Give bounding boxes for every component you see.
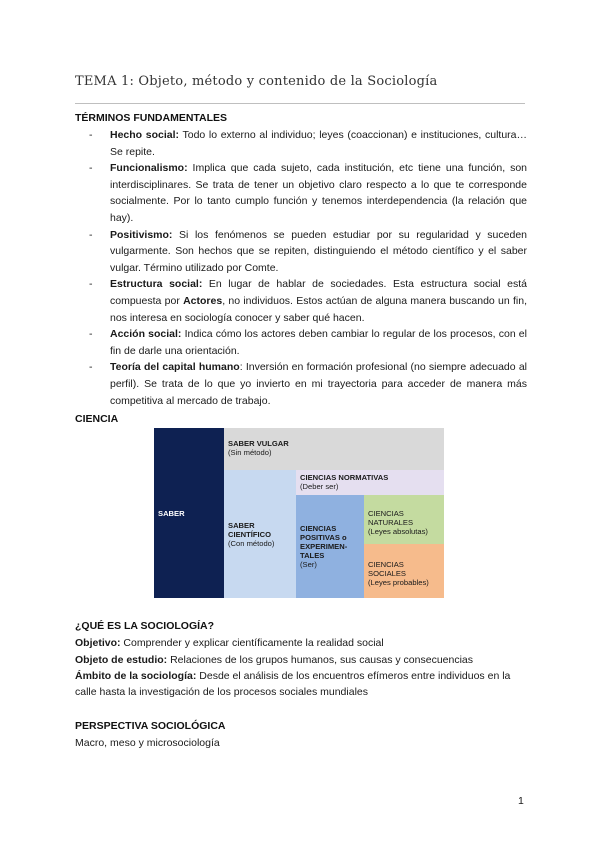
objeto-line: Objeto de estudio: Relaciones de los grupos humanos, sus causas y consecuencias [75,654,474,666]
term-text: Todo lo externo al individuo; leyes (coaccionan) e instituciones, cultura… Se repite. [110,129,527,158]
diagram-cell-saber: SABER [154,428,224,598]
section-heading-ciencia: CIENCIA [75,413,119,425]
term-text: Si los fenómenos se pueden estudiar por su regularidad y suceden vulgarmente. Son hechos que se repiten, distinguiendo el método científico y el saber vulgar. Término utilizado por Comte. [110,228,527,274]
diagram-cell-ciencias-normativas: CIENCIAS NORMATIVAS (Deber ser) [296,470,444,495]
term-text: Implica que cada sujeto, cada institución, etc tiene una función, son interdisciplinares. Se trata de tener un objetivo claro respecto a lo que te corresponde socialmente. Por lo tanto cumplo función y tenemos interdependencia (la relación que hay). [110,162,527,224]
knowledge-diagram [154,428,444,598]
term-label: Funcionalismo: [110,162,188,175]
term-label-actores: Actores [183,294,223,307]
term-label: Positivismo: [110,228,173,241]
diagram-cell-ciencias-positivas: CIENCIAS POSITIVAS o EXPERIMEN-TALES (Ser) [296,495,364,598]
section-heading-terminos: TÉRMINOS FUNDAMENTALES [75,112,228,124]
page-title: TEMA 1: Objeto, método y contenido de la Sociología [75,74,438,89]
page-number: 1 [518,795,524,807]
ambito-line: Ámbito de la sociología: Desde el análisis de los encuentros efímeros entre individuos en la calle hasta la investigación de los procesos sociales mundiales [75,670,511,699]
term-label: Acción social: [110,328,182,341]
term-text: Indica cómo los actores deben cambiar lo regular de los procesos, con el fin de darle una orientación. [110,328,527,357]
diagram-cell-ciencias-naturales: CIENCIAS NATURALES (Leyes absolutas) [364,495,444,544]
objetivo-line: Objetivo: Comprender y explicar científicamente la realidad social [75,637,384,649]
list-item: - Funcionalismo: Implica que cada sujeto, cada institución, etc tiene una función, son interdisciplinares. Se trata de tener un objetivo claro respecto a lo que te corresponde socialmente. Por lo tanto cumplo función y tenemos interdependencia (la relación que hay). [89,162,527,224]
term-label: Hecho social: [110,129,180,141]
title-divider [75,103,525,104]
term-label: Teoría del capital humano [110,361,240,374]
list-item: - Hecho social: Todo lo externo al individuo; leyes (coaccionan) e instituciones, cultura… Se repite. [89,129,527,158]
section-heading-que-es: ¿QUÉ ES LA SOCIOLOGÍA? [75,620,215,632]
list-item: - Estructura social: En lugar de hablar de sociedades. Esta estructura social está compuesta por Actores, no individuos. Estos actúan de alguna manera buscando un fin, nos interesa en sociología conocer y saber qué hacen. [89,278,527,324]
term-text: , no individuos. Estos actúan de alguna manera buscando un fin, nos interesa en sociología conocer y saber qué hacen. [110,294,527,324]
diagram-cell-saber-cientifico: SABER CIENTÍFICO (Con método) [224,470,296,598]
list-item: - Teoría del capital humano: Inversión en formación profesional (no siempre adecuado al perfil). Se trata de lo que yo invierto en mi trayectoria para acceder de manera más competitiva al mercado de trabajo. [89,361,528,407]
term-label: Estructura social: [110,278,203,291]
perspectiva-text: Macro, meso y microsociología [75,737,220,749]
term-text: En lugar de hablar de sociedades. Esta estructura social está compuesta por [110,278,527,307]
list-item: - Positivismo: Si los fenómenos se pueden estudiar por su regularidad y suceden vulgarmente. Son hechos que se repiten, distinguiendo el método científico y el saber vulgar. Término utilizado por Comte. [89,228,527,274]
term-text: : Inversión en formación profesional (no siempre adecuado al perfil). Se trata de lo que yo invierto en mi trayectoria para acceder de manera más competitiva al mercado de trabajo. [110,361,528,407]
section-heading-perspectiva: PERSPECTIVA SOCIOLÓGICA [75,720,226,732]
diagram-cell-ciencias-sociales: CIENCIAS SOCIALES (Leyes probables) [364,544,444,598]
terms-list [75,127,527,409]
list-item: - Acción social: Indica cómo los actores deben cambiar lo regular de los procesos, con el fin de darle una orientación. [89,328,527,357]
diagram-cell-saber-vulgar: SABER VULGAR (Sin método) [224,428,444,470]
